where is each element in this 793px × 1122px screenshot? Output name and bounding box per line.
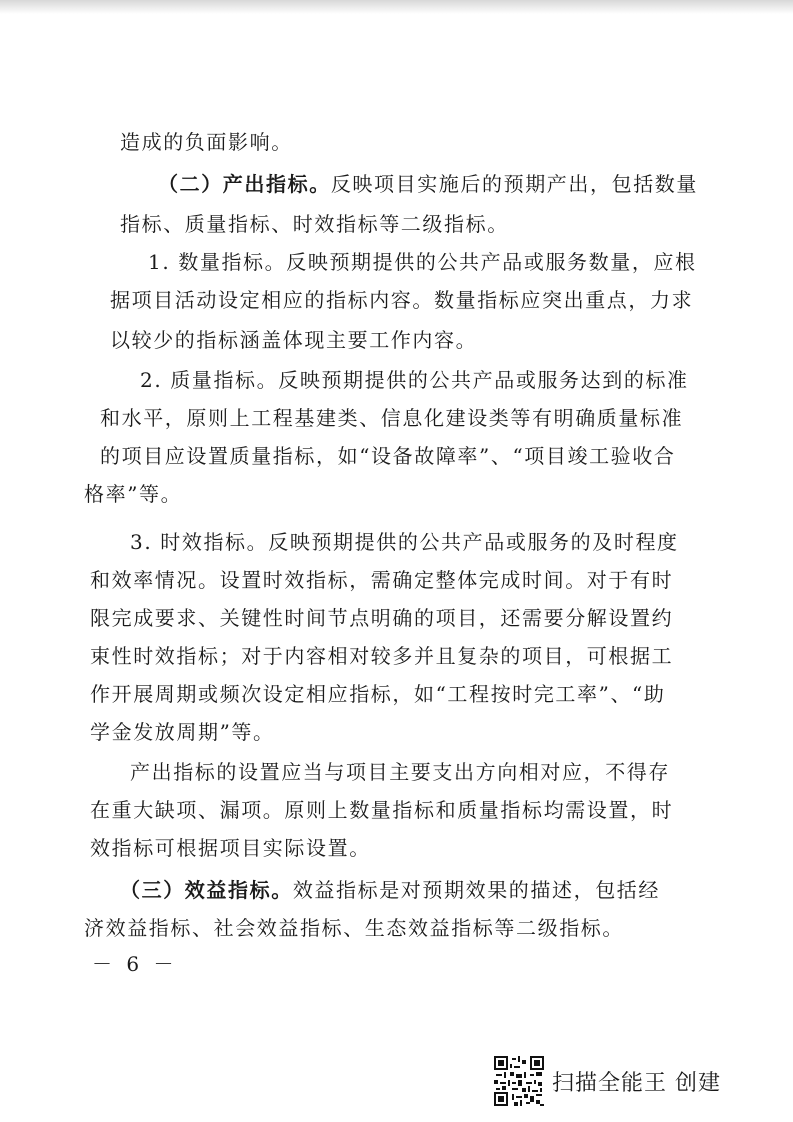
section-heading-benefit-indicators: （三）效益指标。: [120, 878, 293, 902]
paragraph-line: 2. 质量指标。反映预期提供的公共产品或服务达到的标准: [140, 368, 689, 392]
paragraph-line: 效指标可根据项目实际设置。: [90, 836, 371, 860]
paragraph-line: 造成的负面影响。: [120, 130, 293, 154]
paragraph-line: 据项目活动设定相应的指标内容。数量指标应突出重点，力求: [110, 288, 694, 312]
paragraph-line: 作开展周期或频次设定相应指标，如“工程按时完工率”、“助: [90, 682, 666, 706]
paragraph-line: 在重大缺项、漏项。原则上数量指标和质量指标均需设置，时: [90, 798, 674, 822]
page-number: － 6 －: [92, 952, 178, 976]
section-heading-line: [120, 876, 660, 904]
paragraph-line: 3. 时效指标。反映预期提供的公共产品或服务的及时程度: [130, 530, 679, 554]
paragraph-line: 格率”等。: [84, 482, 183, 506]
paragraph-line: 1. 数量指标。反映预期提供的公共产品或服务数量，应根: [148, 250, 697, 274]
paragraph-line: 限完成要求、关键性时间节点明确的项目，还需要分解设置约: [90, 606, 674, 630]
paragraph-line: 以较少的指标涵盖体现主要工作内容。: [110, 328, 478, 352]
paragraph-text: 效益指标是对预期效果的描述，包括经: [292, 878, 661, 902]
section-heading-output-indicators: （二）产出指标。: [158, 172, 331, 196]
paragraph-line: 学金发放周期”等。: [90, 720, 275, 744]
paragraph-text: 反映项目实施后的预期产出，包括数量: [330, 172, 699, 196]
paragraph-line: 束性时效指标；对于内容相对较多并且复杂的项目，可根据工: [90, 644, 674, 668]
watermark-text: 扫描全能王 创建: [552, 1070, 721, 1096]
paragraph-line: 的项目应设置质量指标，如“设备故障率”、“项目竣工验收合: [100, 444, 676, 468]
section-heading-line: [158, 170, 698, 198]
paragraph-line: 济效益指标、社会效益指标、生态效益指标等二级指标。: [84, 916, 624, 940]
paragraph-line: 和水平，原则上工程基建类、信息化建设类等有明确质量标准: [100, 406, 684, 430]
scanner-watermark: [494, 1056, 721, 1106]
paragraph-line: 指标、质量指标、时效指标等二级指标。: [120, 212, 509, 236]
paragraph-line: 产出指标的设置应当与项目主要支出方向相对应，不得存: [130, 760, 670, 784]
qr-code-icon: [494, 1056, 544, 1106]
paragraph-line: 和效率情况。设置时效指标，需确定整体完成时间。对于有时: [90, 568, 674, 592]
